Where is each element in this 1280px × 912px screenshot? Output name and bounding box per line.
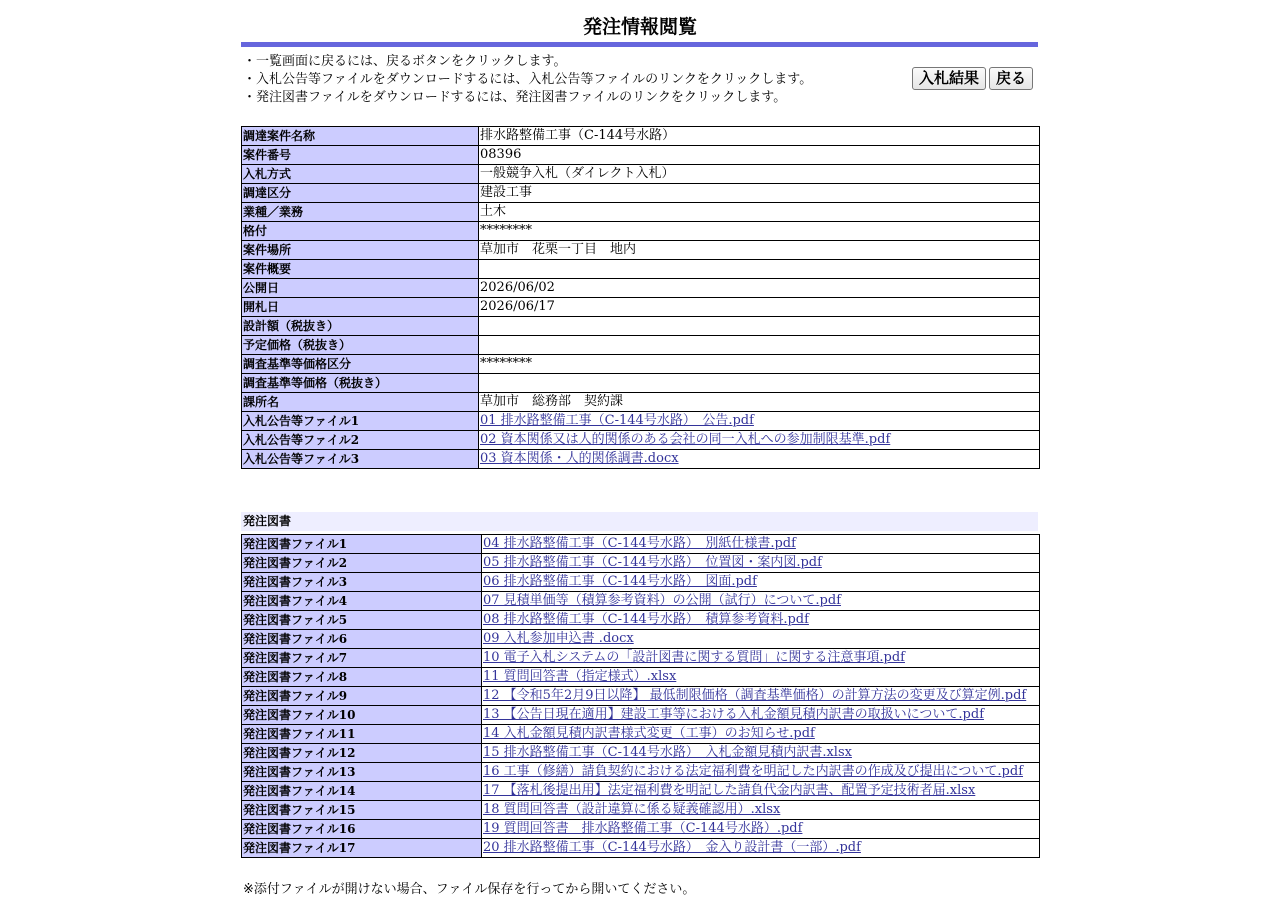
drawings-section-header: 発注図書 — [241, 512, 1038, 531]
instructions — [243, 53, 812, 107]
table-row — [242, 412, 1040, 431]
instruction-line: ・発注図書ファイルをダウンロードするには、発注図書ファイルのリンクをクリックします。 — [243, 90, 787, 105]
row-value — [482, 839, 1040, 858]
row-label: 課所名 — [242, 393, 479, 412]
row-label: 入札公告等ファイル3 — [242, 450, 479, 469]
row-label: 発注図書ファイル14 — [242, 782, 482, 801]
file-download-link[interactable]: 08 排水路整備工事（C-144号水路） 積算参考資料.pdf — [483, 612, 809, 627]
procurement-info-table — [241, 126, 1040, 469]
row-label: 調達案件名称 — [242, 127, 479, 146]
table-row — [242, 573, 1040, 592]
row-label: 入札公告等ファイル1 — [242, 412, 479, 431]
table-row — [242, 203, 1040, 222]
footer-note: ※添付ファイルが開けない場合、ファイル保存を行ってから開いてください。 — [243, 882, 696, 897]
table-row — [242, 668, 1040, 687]
row-value: 一般競争入札（ダイレクト入札） — [479, 165, 1040, 184]
row-label: 発注図書ファイル8 — [242, 668, 482, 687]
row-value — [482, 668, 1040, 687]
table-row — [242, 801, 1040, 820]
row-label: 発注図書ファイル7 — [242, 649, 482, 668]
table-row — [242, 687, 1040, 706]
row-label: 業種／業務 — [242, 203, 479, 222]
row-value — [482, 763, 1040, 782]
row-value — [482, 820, 1040, 839]
row-value — [482, 706, 1040, 725]
row-value — [482, 725, 1040, 744]
row-label: 発注図書ファイル11 — [242, 725, 482, 744]
row-value — [479, 412, 1040, 431]
table-row — [242, 725, 1040, 744]
file-download-link[interactable]: 09 入札参加申込書 .docx — [483, 631, 634, 646]
row-label: 発注図書ファイル10 — [242, 706, 482, 725]
row-value: 排水路整備工事（C-144号水路） — [479, 127, 1040, 146]
row-label: 案件番号 — [242, 146, 479, 165]
file-download-link[interactable]: 06 排水路整備工事（C-144号水路） 図面.pdf — [483, 574, 757, 589]
row-value — [479, 374, 1040, 393]
row-label: 発注図書ファイル3 — [242, 573, 482, 592]
instruction-line: ・入札公告等ファイルをダウンロードするには、入札公告等ファイルのリンクをクリックします。 — [243, 72, 813, 87]
drawings-table — [241, 534, 1040, 858]
table-row — [242, 222, 1040, 241]
row-value — [482, 535, 1040, 554]
table-row — [242, 374, 1040, 393]
file-download-link[interactable]: 14 入札金額見積内訳書様式変更（工事）のお知らせ.pdf — [483, 726, 815, 741]
row-label: 調達区分 — [242, 184, 479, 203]
table-row — [242, 393, 1040, 412]
row-label: 発注図書ファイル5 — [242, 611, 482, 630]
row-label: 発注図書ファイル6 — [242, 630, 482, 649]
row-label: 発注図書ファイル12 — [242, 744, 482, 763]
table-row — [242, 535, 1040, 554]
file-download-link[interactable]: 17 【落札後提出用】法定福利費を明記した請負代金内訳書、配置予定技術者届.xlsx — [483, 783, 976, 798]
row-value — [479, 260, 1040, 279]
bid-result-button[interactable]: 入札結果 — [912, 67, 986, 90]
row-value — [482, 782, 1040, 801]
table-row — [242, 260, 1040, 279]
row-value — [479, 431, 1040, 450]
row-label: 格付 — [242, 222, 479, 241]
row-label: 調査基準等価格区分 — [242, 355, 479, 374]
table-row — [242, 744, 1040, 763]
file-download-link[interactable]: 01 排水路整備工事（C-144号水路） 公告.pdf — [480, 413, 754, 428]
row-value: 土木 — [479, 203, 1040, 222]
row-label: 案件場所 — [242, 241, 479, 260]
table-row — [242, 127, 1040, 146]
back-button[interactable]: 戻る — [989, 67, 1033, 90]
file-download-link[interactable]: 18 質問回答書（設計違算に係る疑義確認用）.xlsx — [483, 802, 781, 817]
row-label: 入札方式 — [242, 165, 479, 184]
action-buttons — [912, 67, 1033, 90]
table-row — [242, 184, 1040, 203]
table-row — [242, 554, 1040, 573]
table-row — [242, 820, 1040, 839]
file-download-link[interactable]: 05 排水路整備工事（C-144号水路） 位置図・案内図.pdf — [483, 555, 822, 570]
table-row — [242, 611, 1040, 630]
row-label: 入札公告等ファイル2 — [242, 431, 479, 450]
row-value — [482, 554, 1040, 573]
table-row — [242, 241, 1040, 260]
file-download-link[interactable]: 12 【令和5年2月9日以降】 最低制限価格（調査基準価格）の計算方法の変更及び算定例.pdf — [483, 688, 1027, 703]
row-label: 発注図書ファイル4 — [242, 592, 482, 611]
title-divider — [241, 42, 1038, 47]
file-download-link[interactable]: 03 資本関係・人的関係調書.docx — [480, 451, 679, 466]
table-row — [242, 165, 1040, 184]
file-download-link[interactable]: 20 排水路整備工事（C-144号水路） 金入り設計書（一部）.pdf — [483, 840, 861, 855]
page-title: 発注情報閲覧 — [582, 16, 697, 38]
file-download-link[interactable]: 04 排水路整備工事（C-144号水路） 別紙仕様書.pdf — [483, 536, 796, 551]
row-label: 発注図書ファイル1 — [242, 535, 482, 554]
table-row — [242, 336, 1040, 355]
table-row — [242, 630, 1040, 649]
row-value: ******** — [479, 355, 1040, 374]
row-label: 発注図書ファイル16 — [242, 820, 482, 839]
row-value — [482, 630, 1040, 649]
row-label: 公開日 — [242, 279, 479, 298]
row-label: 発注図書ファイル2 — [242, 554, 482, 573]
row-value: ******** — [479, 222, 1040, 241]
table-row — [242, 279, 1040, 298]
row-value — [482, 801, 1040, 820]
table-row — [242, 763, 1040, 782]
row-value: 草加市 総務部 契約課 — [479, 393, 1040, 412]
row-label: 発注図書ファイル17 — [242, 839, 482, 858]
row-value: 草加市 花栗一丁目 地内 — [479, 241, 1040, 260]
row-label: 予定価格（税抜き） — [242, 336, 479, 355]
table-row — [242, 839, 1040, 858]
table-row — [242, 355, 1040, 374]
file-download-link[interactable]: 10 電子入札システムの「設計図書に関する質問」に関する注意事項.pdf — [483, 650, 905, 665]
row-label: 設計額（税抜き） — [242, 317, 479, 336]
row-label: 調査基準等価格（税抜き） — [242, 374, 479, 393]
table-row — [242, 146, 1040, 165]
row-value: 08396 — [479, 146, 1040, 165]
row-value — [482, 649, 1040, 668]
row-label: 発注図書ファイル9 — [242, 687, 482, 706]
row-label: 案件概要 — [242, 260, 479, 279]
file-download-link[interactable]: 07 見積単価等（積算参考資料）の公開（試行）について.pdf — [483, 593, 842, 608]
file-download-link[interactable]: 02 資本関係又は人的関係のある会社の同一入札への参加制限基準.pdf — [480, 432, 891, 447]
row-value — [482, 592, 1040, 611]
table-row — [242, 298, 1040, 317]
table-row — [242, 317, 1040, 336]
row-value — [479, 317, 1040, 336]
row-value — [482, 687, 1040, 706]
row-label: 発注図書ファイル15 — [242, 801, 482, 820]
file-download-link[interactable]: 19 質問回答書 排水路整備工事（C-144号水路）.pdf — [483, 821, 803, 836]
row-value — [482, 611, 1040, 630]
row-label: 開札日 — [242, 298, 479, 317]
row-value — [482, 744, 1040, 763]
table-row — [242, 592, 1040, 611]
row-value: 2026/06/17 — [479, 298, 1040, 317]
table-row — [242, 782, 1040, 801]
file-download-link[interactable]: 16 工事（修繕）請負契約における法定福利費を明記した内訳書の作成及び提出について.pdf — [483, 764, 1024, 779]
row-label: 発注図書ファイル13 — [242, 763, 482, 782]
row-value — [482, 573, 1040, 592]
row-value: 建設工事 — [479, 184, 1040, 203]
file-download-link[interactable]: 13 【公告日現在適用】建設工事等における入札金額見積内訳書の取扱いについて.pdf — [483, 707, 985, 722]
table-row — [242, 649, 1040, 668]
file-download-link[interactable]: 11 質問回答書（指定様式）.xlsx — [483, 669, 677, 684]
table-row — [242, 706, 1040, 725]
table-row — [242, 450, 1040, 469]
table-row — [242, 431, 1040, 450]
row-value: 2026/06/02 — [479, 279, 1040, 298]
instruction-line: ・一覧画面に戻るには、戻るボタンをクリックします。 — [243, 54, 567, 69]
row-value — [479, 336, 1040, 355]
file-download-link[interactable]: 15 排水路整備工事（C-144号水路） 入札金額見積内訳書.xlsx — [483, 745, 852, 760]
row-value — [479, 450, 1040, 469]
